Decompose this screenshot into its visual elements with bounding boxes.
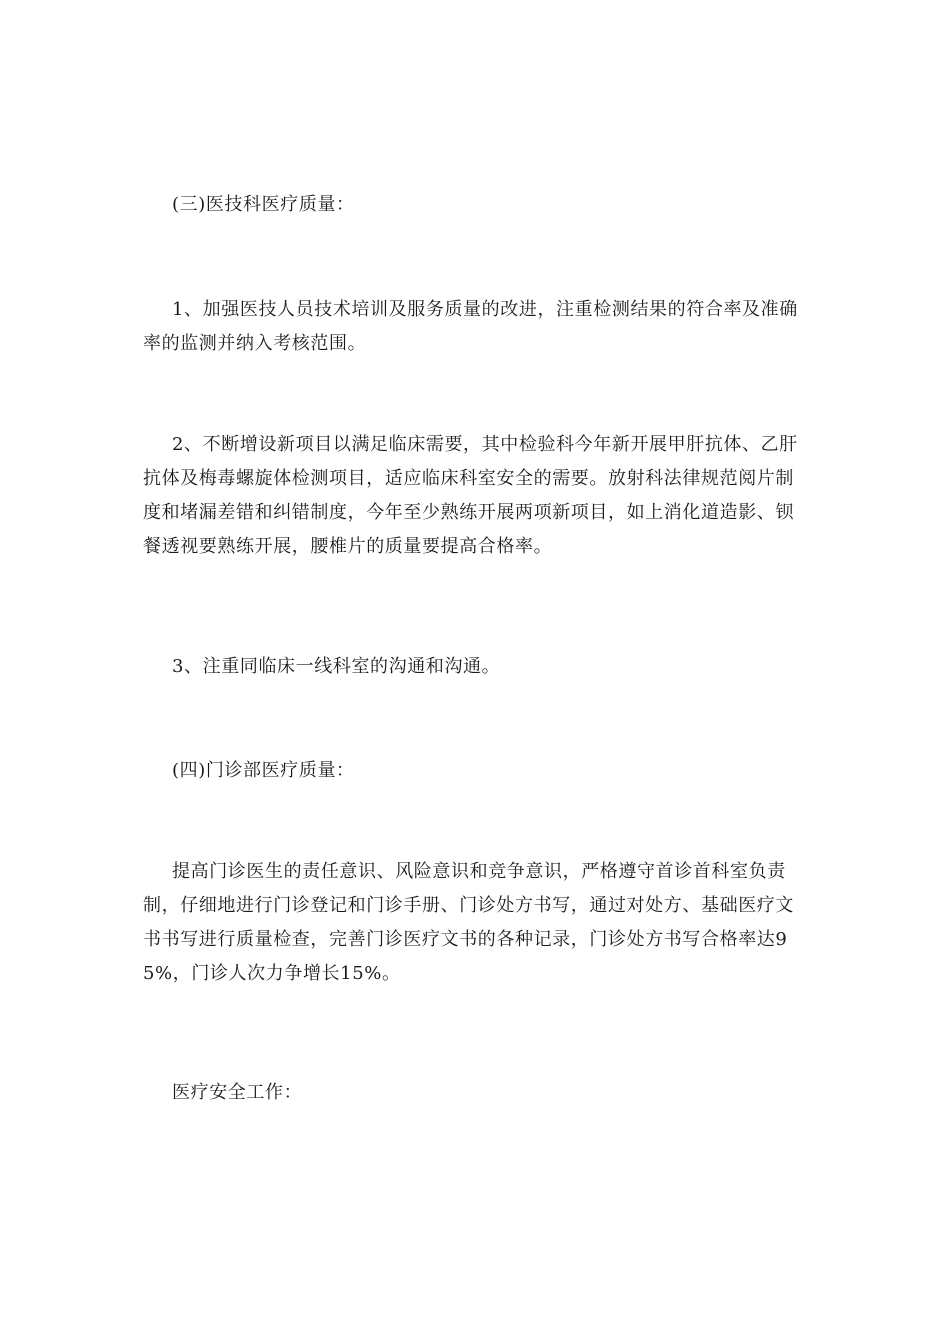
section-heading-medical-safety: 医疗安全工作：: [172, 1082, 303, 1103]
paragraph-outpatient: 提高门诊医生的责任意识、风险意识和竞争意识，严格遵守首诊首科室负责制，仔细地进行门诊登记和门诊手册、门诊处方书写，通过对处方、基础医疗文书书写进行质量检查，完善门诊医疗文书的各种记录，门诊处方书写合格率达95%，门诊人次力争增长15%。: [143, 861, 794, 984]
paragraph-item-1: 1、加强医技人员技术培训及服务质量的改进，注重检测结果的符合率及准确率的监测并纳入考核范围。: [143, 299, 798, 354]
section-heading-outpatient-quality: (四)门诊部医疗质量：: [172, 760, 355, 781]
section-heading-medtech-quality: (三)医技科医疗质量：: [172, 194, 355, 215]
paragraph-item-2: 2、不断增设新项目以满足临床需要，其中检验科今年新开展甲肝抗体、乙肝抗体及梅毒螺旋体检测项目，适应临床科室安全的需要。放射科法律规范阅片制度和堵漏差错和纠错制度，今年至少熟练开展两项新项目，如上消化道造影、钡餐透视要熟练开展，腰椎片的质量要提高合格率。: [143, 434, 798, 557]
paragraph-item-3: 3、注重同临床一线科室的沟通和沟通。: [172, 656, 501, 677]
